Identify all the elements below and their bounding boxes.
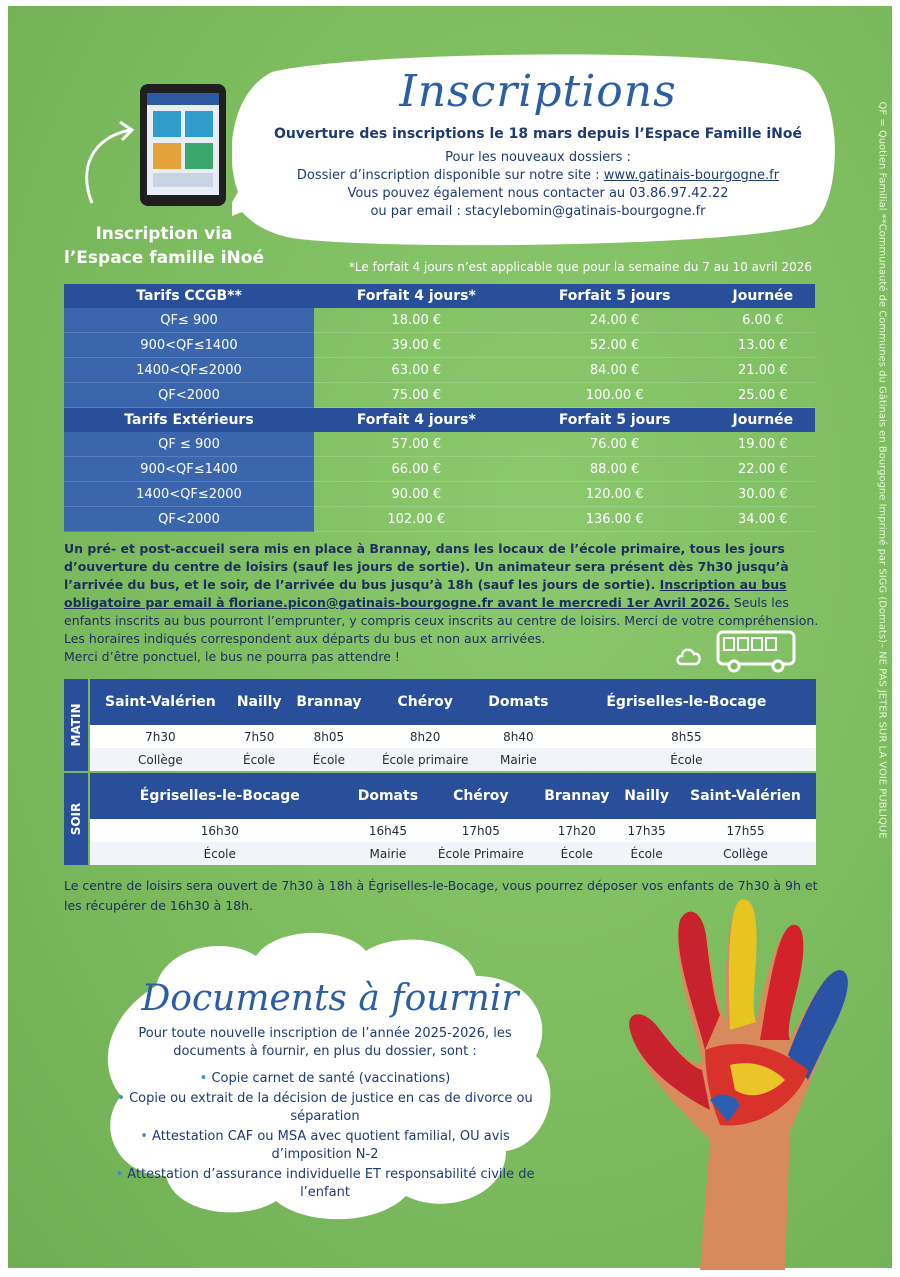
site-prefix: Dossier d’inscription disponible sur notre site : (296, 168, 604, 183)
qf-cell: QF<2000 (64, 507, 314, 532)
documents-title: Documents à fournir (141, 978, 519, 1019)
soir-times-row (90, 819, 816, 842)
price-cell: 75.00 € (314, 383, 519, 408)
matin-places-row (90, 748, 816, 771)
place-cell: Collège (675, 842, 816, 865)
stop-cell: Saint-Valérien (90, 679, 231, 725)
price-cell: 84.00 € (519, 358, 711, 383)
price-cell: 39.00 € (314, 333, 519, 358)
table-row (64, 432, 815, 457)
list-item (110, 1070, 540, 1088)
inscriptions-title: Inscriptions (399, 66, 677, 117)
place-cell: École Primaire (426, 842, 535, 865)
price-cell: 136.00 € (519, 507, 711, 532)
time-cell: 17h55 (675, 819, 816, 842)
qf-cell: 900<QF≤1400 (64, 333, 314, 358)
time-cell: 7h30 (90, 725, 231, 748)
stop-cell: Chéroy (426, 773, 535, 819)
soir-places-row (90, 842, 816, 865)
stop-cell: Nailly (231, 679, 288, 725)
stop-cell: Égriselles-le-Bocage (557, 679, 816, 725)
header-cell: Forfait 4 jours* (314, 408, 519, 433)
qf-cell: 1400<QF≤2000 (64, 358, 314, 383)
header-cell: Tarifs Extérieurs (64, 408, 314, 433)
price-cell: 34.00 € (711, 507, 815, 532)
email-text: ou par email : stacylebomin@gatinais-bourgogne.fr (370, 204, 706, 219)
price-cell: 18.00 € (314, 308, 519, 333)
price-cell: 52.00 € (519, 333, 711, 358)
accueil-bold: Un pré- et post-accueil sera mis en place à Brannay, dans les locaux de l’école primaire, tous les jours d’ouverture du centre de loisirs (sauf les jours de sortie). Un animateur sera présent dès 7h30 jusqu’à l’arrivée du bus, et le soir, de l’arrivée du bus jusqu’à 18h (sauf les jours de sortie). (64, 541, 789, 592)
documents-list (110, 1070, 540, 1204)
bullet-icon: • (140, 1129, 148, 1144)
price-cell: 90.00 € (314, 482, 519, 507)
header-cell: Journée (711, 408, 815, 433)
via-label-line1: Inscription via (95, 224, 233, 244)
price-cell: 57.00 € (314, 432, 519, 457)
header-cell: Forfait 4 jours* (314, 284, 519, 308)
stop-cell: Nailly (618, 773, 675, 819)
price-cell: 6.00 € (711, 308, 815, 333)
qf-cell: QF≤ 900 (64, 308, 314, 333)
place-cell: Collège (90, 748, 231, 771)
time-cell: 17h05 (426, 819, 535, 842)
table-row (64, 507, 815, 532)
price-cell: 76.00 € (519, 432, 711, 457)
price-cell: 88.00 € (519, 457, 711, 482)
site-text (232, 168, 844, 183)
opening-text: Ouverture des inscriptions le 18 mars depuis l’Espace Famille iNoé (274, 126, 802, 142)
qf-cell: QF ≤ 900 (64, 432, 314, 457)
document-item: Attestation d’assurance individuelle ET responsabilité civile de l’enfant (127, 1167, 535, 1200)
painted-hand-image (610, 890, 870, 1270)
phone-text: Vous pouvez également nous contacter au 03.86.97.42.22 (347, 186, 729, 201)
accueil-paragraph (64, 540, 824, 666)
new-files-text: Pour les nouveaux dossiers : (445, 150, 631, 165)
price-cell: 120.00 € (519, 482, 711, 507)
matin-label: MATIN (69, 703, 83, 747)
price-cell: 66.00 € (314, 457, 519, 482)
stop-cell: Brannay (535, 773, 618, 819)
side-legal-label: QF = Quotien Familial **Communauté de Communes du Gâtinais en Bourgogne Imprimé par SIGG (Domats)– NE PAS JETER SUR LA VOIE PUBLIQUE (876, 101, 888, 839)
header-cell: Forfait 5 jours (519, 284, 711, 308)
accueil-line3: Merci d’être ponctuel, le bus ne pourra pas attendre ! (64, 649, 400, 664)
bullet-icon: • (199, 1071, 208, 1086)
tablet-icon (140, 84, 226, 206)
table-row (64, 358, 815, 383)
table-row (64, 482, 815, 507)
matin-side-label (64, 679, 88, 771)
document-item: Copie carnet de santé (vaccinations) (211, 1071, 451, 1086)
place-cell: École (618, 842, 675, 865)
time-cell: 7h50 (231, 725, 288, 748)
bus-registration-link[interactable]: Inscription au bus obligatoire par email à floriane.picon@gatinais-bourgogne.fr avant le mercredi 1er Avril 2026. (64, 577, 787, 610)
place-cell: École (557, 748, 816, 771)
side-legal-text (870, 60, 894, 880)
header-cell: Forfait 5 jours (519, 408, 711, 433)
price-cell: 19.00 € (711, 432, 815, 457)
price-cell: 63.00 € (314, 358, 519, 383)
table-row (64, 383, 815, 408)
accueil-normal: Seuls les enfants inscrits au bus pourront l’emprunter, y compris ceux inscrits au centre de loisirs. Merci de votre compréhension. (64, 595, 819, 628)
place-cell: Mairie (480, 748, 557, 771)
list-item (110, 1166, 540, 1202)
tarifs-table (64, 284, 815, 532)
forfait-note: *Le forfait 4 jours n’est applicable que pour la semaine du 7 au 10 avril 2026 (348, 260, 812, 274)
price-cell: 102.00 € (314, 507, 519, 532)
table-row (64, 457, 815, 482)
price-cell: 100.00 € (519, 383, 711, 408)
time-cell: 17h35 (618, 819, 675, 842)
bullet-icon: • (115, 1167, 124, 1182)
time-cell: 17h20 (535, 819, 618, 842)
place-cell: École (288, 748, 371, 771)
bullet-icon: • (117, 1091, 125, 1106)
documents-intro: Pour toute nouvelle inscription de l’année 2025-2026, les documents à fournir, en plus du dossier, sont : (138, 1026, 512, 1059)
soir-side-label (64, 773, 88, 865)
matin-table (90, 679, 816, 771)
stop-cell: Saint-Valérien (675, 773, 816, 819)
time-cell: 8h55 (557, 725, 816, 748)
soir-label: SOIR (69, 802, 83, 836)
list-item (110, 1128, 540, 1164)
matin-times-row (90, 725, 816, 748)
matin-stops-row (90, 679, 816, 725)
price-cell: 24.00 € (519, 308, 711, 333)
document-item: Copie ou extrait de la décision de justice en cas de divorce ou séparation (129, 1091, 533, 1124)
time-cell: 8h20 (370, 725, 480, 748)
time-cell: 16h45 (350, 819, 427, 842)
accueil-line2: Les horaires indiqués correspondent aux départs du bus et non aux arrivées. (64, 631, 546, 646)
ccgb-header-row (64, 284, 815, 308)
ext-header-row (64, 408, 815, 433)
price-cell: 22.00 € (711, 457, 815, 482)
qf-cell: 900<QF≤1400 (64, 457, 314, 482)
place-cell: École primaire (370, 748, 480, 771)
time-cell: 8h40 (480, 725, 557, 748)
qf-cell: 1400<QF≤2000 (64, 482, 314, 507)
stop-cell: Domats (350, 773, 427, 819)
exhaust-cloud-icon (676, 644, 706, 670)
soir-table (90, 773, 816, 865)
table-row (64, 333, 815, 358)
time-cell: 16h30 (90, 819, 350, 842)
soir-stops-row (90, 773, 816, 819)
price-cell: 21.00 € (711, 358, 815, 383)
via-label (54, 222, 274, 270)
place-cell: École (535, 842, 618, 865)
stop-cell: Domats (480, 679, 557, 725)
list-item (110, 1090, 540, 1126)
place-cell: Mairie (350, 842, 427, 865)
stop-cell: Chéroy (370, 679, 480, 725)
price-cell: 13.00 € (711, 333, 815, 358)
site-link[interactable]: www.gatinais-bourgogne.fr (603, 168, 780, 183)
table-row (64, 308, 815, 333)
price-cell: 25.00 € (711, 383, 815, 408)
place-cell: École (231, 748, 288, 771)
stop-cell: Brannay (288, 679, 371, 725)
via-label-line2: l’Espace famille iNoé (64, 248, 264, 268)
document-item: Attestation CAF ou MSA avec quotient familial, OU avis d’imposition N-2 (152, 1129, 510, 1162)
time-cell: 8h05 (288, 725, 371, 748)
bus-icon (716, 628, 800, 674)
qf-cell: QF<2000 (64, 383, 314, 408)
curved-arrow-icon (82, 118, 142, 208)
stop-cell: Égriselles-le-Bocage (90, 773, 350, 819)
price-cell: 30.00 € (711, 482, 815, 507)
place-cell: École (90, 842, 350, 865)
centre-info: Le centre de loisirs sera ouvert de 7h30 à 18h à Égriselles-le-Bocage, vous pourrez déposer vos enfants de 7h30 à 9h et les récupérer de 16h30 à 18h. (64, 878, 818, 913)
header-cell: Tarifs CCGB** (64, 284, 314, 308)
header-cell: Journée (711, 284, 815, 308)
